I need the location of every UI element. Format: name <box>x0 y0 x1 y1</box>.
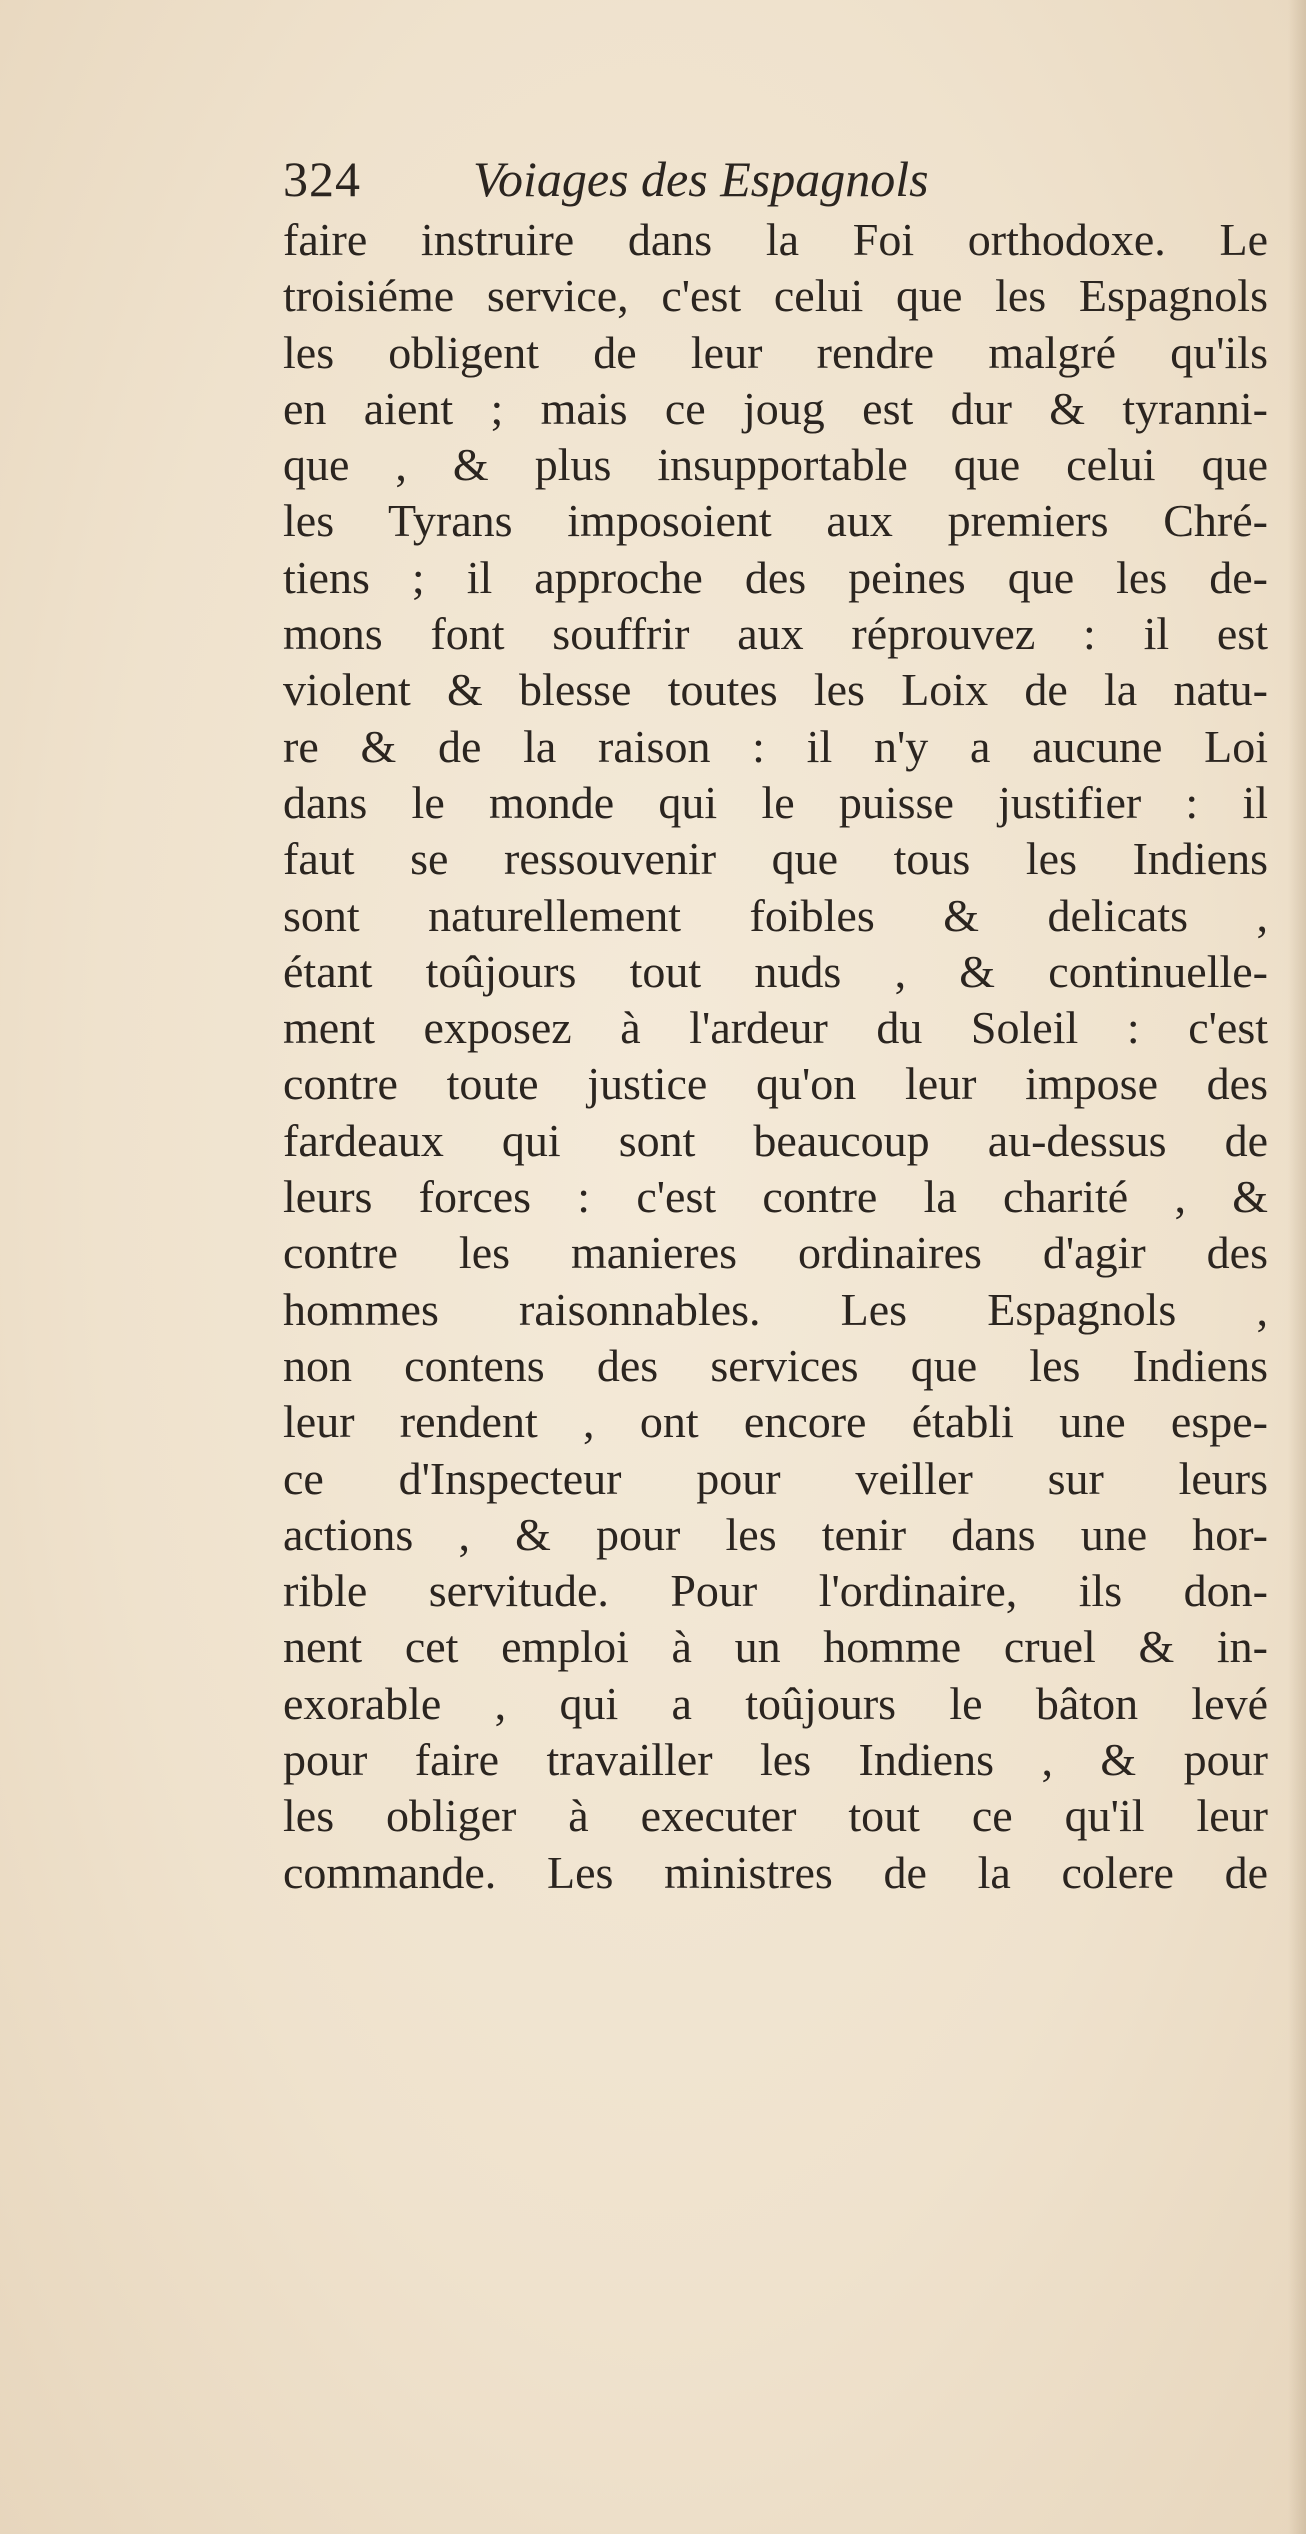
text-line: fardeaux qui sont beaucoup au-dessus de <box>283 1114 1268 1166</box>
text-line: commande. Les ministres de la colere de <box>283 1846 1268 1898</box>
text-line: en aient ; mais ce joug est dur & tyranni- <box>283 382 1268 434</box>
text-line: troisiéme service, c'est celui que les Espagnols <box>283 270 1268 322</box>
text-line: étant toûjours tout nuds , & continuelle- <box>283 945 1268 997</box>
page-number: 324 <box>283 151 361 207</box>
running-head <box>283 148 1263 210</box>
text-line: mons font souffrir aux réprouvez : il est <box>283 608 1268 660</box>
text-line: faire instruire dans la Foi orthodoxe. Le <box>283 214 1268 265</box>
page-edge-shadow <box>1288 0 1306 2534</box>
text-line: dans le monde qui le puisse justifier : il <box>283 776 1268 828</box>
text-line: ce d'Inspecteur pour veiller sur leurs <box>283 1452 1268 1504</box>
text-line: faut se ressouvenir que tous les Indiens <box>283 833 1268 885</box>
text-line: rible servitude. Pour l'ordinaire, ils don- <box>283 1565 1268 1617</box>
running-title: Voiages des Espagnols <box>473 151 929 207</box>
text-line: les obligent de leur rendre malgré qu'ils <box>283 326 1268 378</box>
text-line: contre les manieres ordinaires d'agir des <box>283 1227 1268 1279</box>
text-line: actions , & pour les tenir dans une hor- <box>283 1508 1268 1560</box>
text-line: pour faire travailler les Indiens , & pour <box>283 1734 1268 1786</box>
text-line: re & de la raison : il n'y a aucune Loi <box>283 720 1268 772</box>
text-line: exorable , qui a toûjours le bâton levé <box>283 1677 1268 1729</box>
text-line: sont naturellement foibles & delicats , <box>283 889 1268 941</box>
text-line: leurs forces : c'est contre la charité , & <box>283 1171 1268 1223</box>
text-line: contre toute justice qu'on leur impose des <box>283 1058 1268 1110</box>
text-line: les obliger à executer tout ce qu'il leur <box>283 1790 1268 1842</box>
text-line: non contens des services que les Indiens <box>283 1339 1268 1391</box>
text-line: hommes raisonnables. Les Espagnols , <box>283 1283 1268 1335</box>
text-line: les Tyrans imposoient aux premiers Chré- <box>283 495 1268 547</box>
text-line: nent cet emploi à un homme cruel & in- <box>283 1621 1268 1673</box>
text-line: leur rendent , ont encore établi une espe- <box>283 1396 1268 1448</box>
text-line: tiens ; il approche des peines que les de- <box>283 551 1268 603</box>
text-line: violent & blesse toutes les Loix de la natu- <box>283 664 1268 716</box>
text-line: ment exposez à l'ardeur du Soleil : c'est <box>283 1002 1268 1054</box>
body-text <box>283 212 1268 1901</box>
text-line: que , & plus insupportable que celui que <box>283 439 1268 491</box>
